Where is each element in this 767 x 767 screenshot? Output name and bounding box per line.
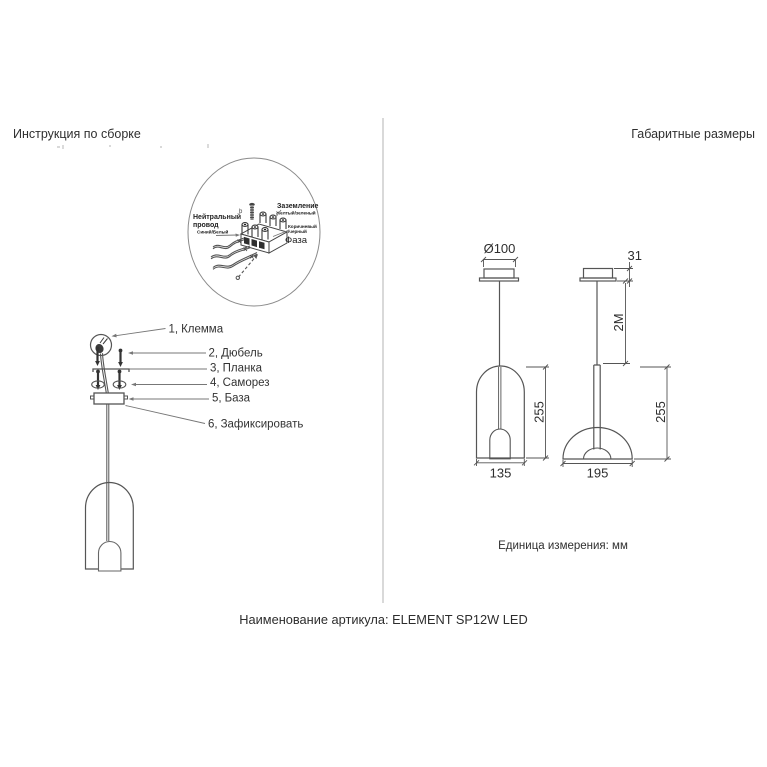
phase-label: Фаза bbox=[285, 235, 308, 246]
ground-wire-color: Желтый/зеленый bbox=[276, 210, 316, 216]
overall-dimensions-title: Габаритные размеры bbox=[631, 127, 755, 141]
part-label-4: 4, Саморез bbox=[210, 377, 270, 389]
leader-6 bbox=[126, 406, 206, 424]
marker-b-label: b bbox=[239, 209, 243, 215]
part-label-3: 3, Планка bbox=[210, 362, 262, 375]
part-label-6: 6, Зафиксировать bbox=[208, 418, 304, 431]
neutral-label-line1: Нейтральный bbox=[193, 214, 242, 221]
front-width-dim-label: 135 bbox=[489, 465, 512, 481]
base-drawing bbox=[94, 393, 124, 404]
screw-icon bbox=[249, 203, 255, 220]
front-bulb-drawing bbox=[490, 429, 510, 459]
assembly-instructions-title: Инструкция по сборке bbox=[13, 127, 141, 141]
cord-length-dim-label: 2M bbox=[611, 313, 626, 332]
neutral-leader-line bbox=[216, 235, 237, 236]
part-label-1: 1, Клемма bbox=[168, 323, 224, 336]
article-line bbox=[0, 612, 767, 627]
leader-1 bbox=[115, 329, 166, 336]
neutral-leader-arrow bbox=[236, 234, 241, 237]
side-arch-drawing bbox=[584, 448, 611, 459]
leader-2-arrow bbox=[128, 351, 133, 355]
cord-lower bbox=[107, 404, 109, 541]
diameter-dim-label: Ø100 bbox=[483, 241, 516, 256]
insert-direction-arrow bbox=[236, 254, 258, 279]
neutral-wire-color: Синий/Белый bbox=[197, 229, 229, 235]
canopy-height-dim-label: 31 bbox=[627, 248, 642, 263]
leader-5-arrow bbox=[129, 397, 134, 401]
wiring-detail-inset bbox=[188, 158, 320, 306]
side-shade-drawing bbox=[563, 427, 632, 459]
ground-label: Заземление bbox=[277, 203, 319, 210]
article-value: ELEMENT SP12W LED bbox=[392, 612, 528, 627]
neutral-label-line2: провод bbox=[193, 222, 219, 229]
dimension-front-view bbox=[474, 241, 549, 481]
clamp-cable bbox=[100, 338, 108, 345]
side-width-dim-label: 195 bbox=[586, 465, 609, 481]
phase-wire-color-line1: Коричневый bbox=[288, 224, 317, 229]
self-tapping-screws bbox=[96, 370, 122, 390]
faint-text-remnant bbox=[57, 144, 208, 149]
article-label: Наименование артикула: bbox=[239, 612, 389, 627]
part-label-2: 2, Дюбель bbox=[208, 347, 263, 360]
bulb-drawing bbox=[99, 542, 121, 572]
part-label-5: 5, База bbox=[212, 392, 251, 405]
leader-1-arrow bbox=[112, 334, 117, 338]
phase-wire-color-line2: /черный bbox=[288, 229, 307, 234]
side-height-dim-label: 255 bbox=[653, 401, 668, 423]
side-stem-drawing bbox=[594, 365, 600, 450]
front-height-dim-label: 255 bbox=[531, 401, 547, 423]
dimension-side-view bbox=[561, 248, 672, 481]
units-note: Единица измерения: мм bbox=[498, 540, 628, 552]
assembly-diagram bbox=[86, 324, 304, 572]
front-shade-drawing bbox=[477, 366, 525, 458]
leader-4-arrow bbox=[131, 383, 136, 387]
